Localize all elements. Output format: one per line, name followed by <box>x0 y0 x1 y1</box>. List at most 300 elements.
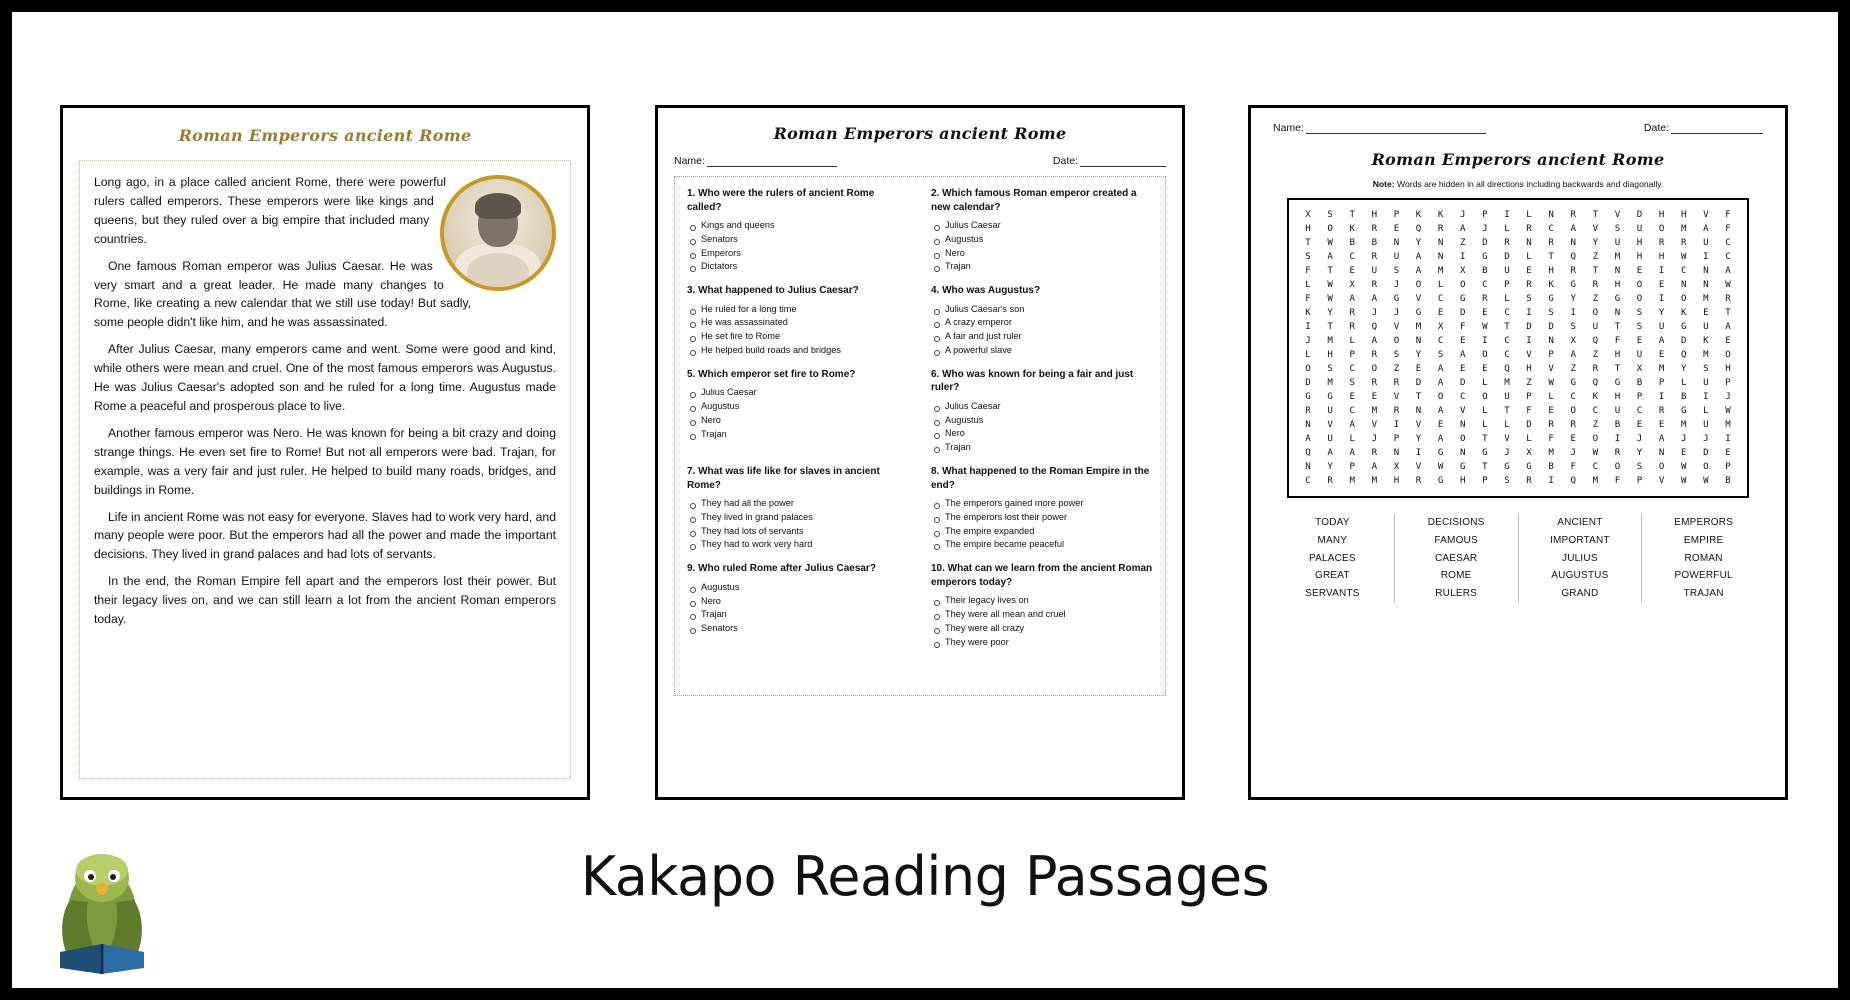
wordsearch-letter[interactable]: A <box>1349 420 1355 430</box>
wordsearch-letter[interactable]: C <box>1482 280 1488 290</box>
wordsearch-letter[interactable]: H <box>1636 238 1643 248</box>
wordsearch-letter[interactable]: G <box>1614 378 1621 388</box>
wordsearch-letter[interactable]: R <box>1504 238 1510 248</box>
wordsearch-letter[interactable]: H <box>1658 210 1665 220</box>
option-item[interactable]: Julius Caesar <box>687 386 911 400</box>
wordsearch-letter[interactable]: S <box>1437 350 1444 360</box>
wordsearch-date-input-line[interactable] <box>1671 122 1763 134</box>
wordsearch-letter[interactable]: U <box>1636 350 1643 360</box>
option-item[interactable]: They had to work very hard <box>687 538 911 552</box>
wordsearch-letter[interactable]: R <box>1371 350 1378 360</box>
wordsearch-letter[interactable]: Y <box>1415 350 1422 360</box>
wordsearch-letter[interactable]: I <box>1460 252 1466 262</box>
wordsearch-letter[interactable]: Y <box>1592 238 1599 248</box>
wordsearch-letter[interactable]: G <box>1681 406 1687 416</box>
wordsearch-letter[interactable]: I <box>1658 392 1665 402</box>
option-item[interactable]: Nero <box>687 595 911 609</box>
wordsearch-letter[interactable]: U <box>1703 238 1709 248</box>
wordsearch-letter[interactable]: R <box>1658 406 1665 416</box>
wordsearch-letter[interactable]: B <box>1725 476 1731 486</box>
wordsearch-letter[interactable]: M <box>1703 294 1709 304</box>
wordsearch-letter[interactable]: G <box>1415 308 1422 318</box>
wordsearch-letter[interactable]: E <box>1437 308 1444 318</box>
wordsearch-letter[interactable]: D <box>1305 378 1311 388</box>
wordsearch-letter[interactable]: X <box>1460 266 1466 276</box>
wordsearch-letter[interactable]: H <box>1614 280 1621 290</box>
wordsearch-letter[interactable]: D <box>1548 322 1554 332</box>
wordsearch-letter[interactable]: I <box>1548 476 1554 486</box>
wordsearch-letter[interactable]: M <box>1415 322 1422 332</box>
wordsearch-letter[interactable]: W <box>1482 322 1488 332</box>
wordsearch-letter[interactable]: C <box>1437 336 1444 346</box>
wordsearch-letter[interactable]: E <box>1636 266 1643 276</box>
wordsearch-letter[interactable]: N <box>1681 280 1687 290</box>
option-item[interactable]: He was assassinated <box>687 316 911 330</box>
option-item[interactable]: Senators <box>687 622 911 636</box>
wordsearch-letter[interactable]: C <box>1437 294 1444 304</box>
wordsearch-letter[interactable]: C <box>1681 266 1687 276</box>
wordsearch-letter[interactable]: E <box>1482 364 1488 374</box>
wordsearch-letter[interactable]: M <box>1437 266 1444 276</box>
wordsearch-letter[interactable]: O <box>1658 462 1665 472</box>
wordsearch-letter[interactable]: Z <box>1592 350 1599 360</box>
wordsearch-letter[interactable]: P <box>1548 350 1554 360</box>
wordsearch-letter[interactable]: T <box>1482 462 1488 472</box>
wordsearch-letter[interactable]: E <box>1703 308 1709 318</box>
wordsearch-letter[interactable]: R <box>1349 322 1355 332</box>
option-item[interactable]: They were poor <box>931 636 1155 650</box>
wordsearch-letter[interactable]: O <box>1327 224 1333 234</box>
wordsearch-letter[interactable]: I <box>1725 434 1731 444</box>
option-item[interactable]: He ruled for a long time <box>687 303 911 317</box>
wordsearch-letter[interactable]: A <box>1725 322 1731 332</box>
wordsearch-letter[interactable]: D <box>1681 336 1687 346</box>
wordsearch-letter[interactable]: O <box>1371 364 1378 374</box>
wordsearch-letter[interactable]: S <box>1349 378 1355 388</box>
wordsearch-letter[interactable]: L <box>1482 420 1488 430</box>
wordsearch-letter[interactable]: H <box>1393 476 1400 486</box>
option-item[interactable]: A powerful slave <box>931 344 1155 358</box>
wordsearch-letter[interactable]: S <box>1327 210 1333 220</box>
wordsearch-letter[interactable]: X <box>1393 462 1400 472</box>
wordsearch-letter[interactable]: Z <box>1570 364 1576 374</box>
wordsearch-letter[interactable]: R <box>1349 308 1355 318</box>
wordsearch-letter[interactable]: G <box>1504 462 1510 472</box>
wordsearch-letter[interactable]: L <box>1305 350 1311 360</box>
wordsearch-letter[interactable]: A <box>1349 294 1355 304</box>
wordsearch-letter[interactable]: V <box>1393 322 1400 332</box>
wordsearch-letter[interactable]: G <box>1548 294 1554 304</box>
wordsearch-letter[interactable]: R <box>1327 476 1333 486</box>
wordsearch-letter[interactable]: A <box>1305 434 1311 444</box>
option-item[interactable]: He set fire to Rome <box>687 330 911 344</box>
wordsearch-letter[interactable]: E <box>1437 420 1444 430</box>
wordsearch-letter[interactable]: K <box>1703 336 1709 346</box>
wordsearch-letter[interactable]: L <box>1548 392 1554 402</box>
wordsearch-letter[interactable]: Z <box>1460 238 1466 248</box>
wordsearch-letter[interactable]: H <box>1305 224 1311 234</box>
wordsearch-letter[interactable]: O <box>1636 280 1643 290</box>
wordsearch-letter[interactable]: S <box>1570 322 1576 332</box>
option-item[interactable]: Dictators <box>687 260 911 274</box>
wordsearch-letter[interactable]: N <box>1570 238 1576 248</box>
option-item[interactable]: Senators <box>687 233 911 247</box>
wordsearch-letter[interactable]: C <box>1592 406 1599 416</box>
wordsearch-letter[interactable]: A <box>1327 252 1333 262</box>
wordsearch-letter[interactable]: H <box>1327 350 1333 360</box>
wordsearch-letter[interactable]: W <box>1548 378 1554 388</box>
wordsearch-letter[interactable]: O <box>1703 462 1709 472</box>
wordsearch-letter[interactable]: C <box>1349 406 1355 416</box>
wordsearch-letter[interactable]: B <box>1482 266 1488 276</box>
wordsearch-letter[interactable]: Q <box>1305 448 1311 458</box>
wordsearch-letter[interactable]: U <box>1592 322 1599 332</box>
wordsearch-letter[interactable]: N <box>1393 238 1400 248</box>
wordsearch-letter[interactable]: Y <box>1636 448 1643 458</box>
option-item[interactable]: Julius Caesar <box>931 400 1155 414</box>
option-item[interactable]: Augustus <box>931 233 1155 247</box>
wordsearch-letter[interactable]: M <box>1349 476 1355 486</box>
wordsearch-letter[interactable]: A <box>1371 336 1378 346</box>
wordsearch-letter[interactable]: P <box>1349 462 1355 472</box>
wordsearch-letter[interactable]: L <box>1482 378 1488 388</box>
wordsearch-letter[interactable]: J <box>1636 434 1643 444</box>
wordsearch-letter[interactable]: M <box>1371 406 1378 416</box>
wordsearch-letter[interactable]: Z <box>1592 294 1599 304</box>
option-item[interactable]: Julius Caesar <box>931 219 1155 233</box>
wordsearch-letter[interactable]: N <box>1703 266 1709 276</box>
wordsearch-letter[interactable]: E <box>1460 364 1466 374</box>
option-item[interactable]: Augustus <box>931 414 1155 428</box>
wordsearch-letter[interactable]: P <box>1658 378 1665 388</box>
wordsearch-letter[interactable]: D <box>1415 378 1422 388</box>
wordsearch-letter[interactable]: N <box>1393 448 1400 458</box>
wordsearch-letter[interactable]: D <box>1504 252 1510 262</box>
wordsearch-letter[interactable]: F <box>1548 434 1554 444</box>
wordsearch-letter[interactable]: X <box>1570 336 1576 346</box>
wordsearch-letter[interactable]: R <box>1371 224 1378 234</box>
wordsearch-letter[interactable]: E <box>1349 392 1355 402</box>
wordsearch-letter[interactable]: H <box>1460 476 1466 486</box>
wordsearch-letter[interactable]: Q <box>1570 476 1576 486</box>
wordsearch-letter[interactable]: S <box>1636 462 1643 472</box>
wordsearch-letter[interactable]: P <box>1636 476 1643 486</box>
wordsearch-letter[interactable]: E <box>1636 420 1643 430</box>
wordsearch-letter[interactable]: T <box>1614 364 1621 374</box>
wordsearch-letter[interactable]: C <box>1725 252 1731 262</box>
wordsearch-letter[interactable]: F <box>1570 462 1576 472</box>
wordsearch-letter[interactable]: O <box>1592 308 1599 318</box>
wordsearch-letter[interactable]: C <box>1349 364 1355 374</box>
wordsearch-letter[interactable]: W <box>1681 462 1687 472</box>
wordsearch-letter[interactable]: I <box>1393 420 1400 430</box>
option-item[interactable]: They had all the power <box>687 497 911 511</box>
wordsearch-letter[interactable]: L <box>1482 406 1488 416</box>
wordsearch-letter[interactable]: L <box>1681 378 1687 388</box>
wordsearch-letter[interactable]: L <box>1305 280 1311 290</box>
wordsearch-letter[interactable]: E <box>1636 336 1643 346</box>
wordsearch-letter[interactable]: T <box>1327 266 1333 276</box>
wordsearch-letter[interactable]: F <box>1725 224 1731 234</box>
wordsearch-letter[interactable]: M <box>1681 224 1687 234</box>
wordsearch-letter[interactable]: U <box>1636 224 1643 234</box>
wordsearch-letter[interactable]: R <box>1592 280 1599 290</box>
wordsearch-letter-grid[interactable] <box>1297 209 1739 487</box>
wordsearch-letter[interactable]: I <box>1526 336 1532 346</box>
wordsearch-letter[interactable]: K <box>1305 308 1311 318</box>
wordsearch-letter[interactable]: D <box>1460 308 1466 318</box>
wordsearch-letter[interactable]: A <box>1437 364 1444 374</box>
wordsearch-letter[interactable]: L <box>1526 252 1532 262</box>
wordsearch-letter[interactable]: H <box>1636 252 1643 262</box>
wordsearch-letter[interactable]: O <box>1460 280 1466 290</box>
wordsearch-letter[interactable]: J <box>1725 392 1731 402</box>
option-item[interactable]: He helped build roads and bridges <box>687 344 911 358</box>
wordsearch-letter[interactable]: U <box>1504 266 1510 276</box>
wordsearch-letter[interactable]: H <box>1614 392 1621 402</box>
option-item[interactable]: Trajan <box>931 260 1155 274</box>
wordsearch-letter[interactable]: U <box>1327 406 1333 416</box>
wordsearch-letter[interactable]: G <box>1460 462 1466 472</box>
wordsearch-letter[interactable]: I <box>1504 210 1510 220</box>
wordsearch-letter[interactable]: R <box>1371 252 1378 262</box>
wordsearch-letter[interactable]: U <box>1703 378 1709 388</box>
wordsearch-name-input-line[interactable] <box>1306 122 1486 134</box>
wordsearch-letter[interactable]: F <box>1614 476 1621 486</box>
wordsearch-letter[interactable]: M <box>1327 378 1333 388</box>
wordsearch-letter[interactable]: I <box>1658 294 1665 304</box>
wordsearch-letter[interactable]: S <box>1548 308 1554 318</box>
wordsearch-letter[interactable]: N <box>1305 462 1311 472</box>
wordsearch-letter[interactable]: Y <box>1681 364 1687 374</box>
wordsearch-letter[interactable]: V <box>1592 224 1599 234</box>
quiz-name-input-line[interactable] <box>707 155 837 167</box>
wordsearch-letter[interactable]: R <box>1548 420 1554 430</box>
wordsearch-letter[interactable]: J <box>1460 210 1466 220</box>
wordsearch-letter[interactable]: I <box>1703 392 1709 402</box>
option-item[interactable]: Trajan <box>687 428 911 442</box>
wordsearch-letter[interactable]: V <box>1371 420 1378 430</box>
wordsearch-letter[interactable]: I <box>1415 448 1422 458</box>
quiz-date-field[interactable] <box>1053 155 1166 167</box>
wordsearch-letter[interactable]: I <box>1482 336 1488 346</box>
wordsearch-letter[interactable]: L <box>1349 434 1355 444</box>
wordsearch-letter[interactable]: S <box>1393 350 1400 360</box>
wordsearch-letter[interactable]: R <box>1570 210 1576 220</box>
wordsearch-letter[interactable]: S <box>1703 364 1709 374</box>
wordsearch-letter[interactable]: D <box>1482 238 1488 248</box>
wordsearch-letter[interactable]: U <box>1703 322 1709 332</box>
wordsearch-letter[interactable]: O <box>1592 434 1599 444</box>
wordsearch-letter[interactable]: O <box>1437 392 1444 402</box>
wordsearch-letter[interactable]: N <box>1437 238 1444 248</box>
wordsearch-letter[interactable]: W <box>1725 406 1731 416</box>
wordsearch-letter[interactable]: A <box>1703 224 1709 234</box>
wordsearch-letter[interactable]: J <box>1703 434 1709 444</box>
wordsearch-letter[interactable]: K <box>1437 210 1444 220</box>
wordsearch-letter[interactable]: U <box>1371 266 1378 276</box>
wordsearch-letter[interactable]: N <box>1703 280 1709 290</box>
wordsearch-letter[interactable]: P <box>1349 350 1355 360</box>
wordsearch-letter[interactable]: A <box>1415 266 1422 276</box>
wordsearch-letter[interactable]: I <box>1614 434 1621 444</box>
wordsearch-letter[interactable]: E <box>1349 266 1355 276</box>
wordsearch-letter[interactable]: L <box>1349 336 1355 346</box>
option-item[interactable]: They lived in grand palaces <box>687 511 911 525</box>
wordsearch-letter[interactable]: S <box>1504 476 1510 486</box>
wordsearch-letter[interactable]: R <box>1371 280 1378 290</box>
option-item[interactable]: The emperors gained more power <box>931 497 1155 511</box>
wordsearch-letter[interactable]: N <box>1526 238 1532 248</box>
wordsearch-letter[interactable]: P <box>1636 392 1643 402</box>
wordsearch-letter[interactable]: X <box>1305 210 1311 220</box>
wordsearch-letter[interactable]: D <box>1526 420 1532 430</box>
wordsearch-letter[interactable]: G <box>1681 322 1687 332</box>
wordsearch-letter[interactable]: O <box>1415 280 1422 290</box>
wordsearch-letter[interactable]: H <box>1658 252 1665 262</box>
wordsearch-letter[interactable]: M <box>1614 252 1621 262</box>
wordsearch-letter[interactable]: T <box>1349 210 1355 220</box>
wordsearch-letter[interactable]: K <box>1548 280 1554 290</box>
wordsearch-letter[interactable]: E <box>1415 364 1422 374</box>
wordsearch-letter[interactable]: S <box>1636 322 1643 332</box>
wordsearch-letter[interactable]: Z <box>1592 420 1599 430</box>
wordsearch-letter[interactable]: M <box>1592 476 1599 486</box>
wordsearch-letter[interactable]: C <box>1504 350 1510 360</box>
wordsearch-letter[interactable]: M <box>1725 420 1731 430</box>
wordsearch-letter[interactable]: N <box>1614 266 1621 276</box>
wordsearch-letter[interactable]: P <box>1482 210 1488 220</box>
wordsearch-letter[interactable]: N <box>1658 448 1665 458</box>
wordsearch-letter[interactable]: E <box>1460 336 1466 346</box>
wordsearch-letter[interactable]: O <box>1614 462 1621 472</box>
wordsearch-letter[interactable]: C <box>1592 462 1599 472</box>
wordsearch-letter[interactable]: H <box>1725 364 1731 374</box>
wordsearch-letter[interactable]: A <box>1371 462 1378 472</box>
wordsearch-letter[interactable]: N <box>1614 308 1621 318</box>
option-item[interactable]: Nero <box>687 414 911 428</box>
wordsearch-letter[interactable]: M <box>1703 350 1709 360</box>
wordsearch-letter[interactable]: S <box>1327 364 1333 374</box>
wordsearch-letter[interactable]: V <box>1703 210 1709 220</box>
wordsearch-letter[interactable]: W <box>1703 476 1709 486</box>
wordsearch-letter[interactable]: R <box>1526 280 1532 290</box>
wordsearch-letter[interactable]: U <box>1658 322 1665 332</box>
wordsearch-letter[interactable]: N <box>1415 406 1422 416</box>
wordsearch-letter[interactable]: J <box>1482 224 1488 234</box>
wordsearch-letter[interactable]: U <box>1327 434 1333 444</box>
wordsearch-letter[interactable]: M <box>1504 378 1510 388</box>
wordsearch-letter[interactable]: V <box>1415 294 1422 304</box>
wordsearch-letter[interactable]: X <box>1526 448 1532 458</box>
wordsearch-letter[interactable]: L <box>1504 224 1510 234</box>
wordsearch-letter[interactable]: L <box>1526 434 1532 444</box>
wordsearch-letter[interactable]: R <box>1592 364 1599 374</box>
wordsearch-letter[interactable]: X <box>1349 280 1355 290</box>
wordsearch-letter[interactable]: T <box>1327 322 1333 332</box>
wordsearch-letter[interactable]: Y <box>1570 294 1576 304</box>
wordsearch-letter[interactable]: M <box>1658 364 1665 374</box>
wordsearch-letter[interactable]: G <box>1460 294 1466 304</box>
wordsearch-letter[interactable]: V <box>1327 420 1333 430</box>
wordsearch-letter[interactable]: G <box>1437 448 1444 458</box>
wordsearch-letter[interactable]: L <box>1526 210 1532 220</box>
wordsearch-letter[interactable]: K <box>1592 392 1599 402</box>
wordsearch-letter[interactable]: C <box>1725 238 1731 248</box>
wordsearch-letter[interactable]: R <box>1548 238 1554 248</box>
wordsearch-letter[interactable]: A <box>1371 294 1378 304</box>
wordsearch-letter[interactable]: O <box>1393 336 1400 346</box>
wordsearch-name-field[interactable] <box>1273 122 1486 134</box>
wordsearch-letter[interactable]: P <box>1482 476 1488 486</box>
wordsearch-date-field[interactable] <box>1644 122 1763 134</box>
wordsearch-letter[interactable]: P <box>1526 392 1532 402</box>
wordsearch-letter[interactable]: V <box>1548 364 1554 374</box>
option-item[interactable]: The empire became peaceful <box>931 538 1155 552</box>
wordsearch-letter[interactable]: C <box>1504 336 1510 346</box>
option-item[interactable]: A crazy emperor <box>931 316 1155 330</box>
wordsearch-letter[interactable]: R <box>1570 266 1576 276</box>
wordsearch-letter[interactable]: U <box>1614 406 1621 416</box>
option-item[interactable]: Nero <box>931 247 1155 261</box>
wordsearch-letter[interactable]: F <box>1460 322 1466 332</box>
wordsearch-letter[interactable]: V <box>1614 210 1621 220</box>
wordsearch-letter[interactable]: T <box>1592 210 1599 220</box>
option-item[interactable]: They had lots of servants <box>687 525 911 539</box>
wordsearch-letter[interactable]: M <box>1371 476 1378 486</box>
wordsearch-letter[interactable]: R <box>1305 406 1311 416</box>
wordsearch-letter[interactable]: U <box>1393 252 1400 262</box>
option-item[interactable]: Trajan <box>931 441 1155 455</box>
wordsearch-letter[interactable]: P <box>1504 280 1510 290</box>
wordsearch-letter[interactable]: R <box>1658 238 1665 248</box>
wordsearch-letter[interactable]: Q <box>1592 336 1599 346</box>
wordsearch-letter[interactable]: C <box>1349 252 1355 262</box>
wordsearch-letter[interactable]: A <box>1460 350 1466 360</box>
wordsearch-letter[interactable]: G <box>1614 294 1621 304</box>
wordsearch-letter[interactable]: F <box>1725 210 1731 220</box>
wordsearch-letter[interactable]: R <box>1437 224 1444 234</box>
wordsearch-letter[interactable]: Y <box>1415 434 1422 444</box>
wordsearch-letter[interactable]: E <box>1371 392 1378 402</box>
wordsearch-letter[interactable]: C <box>1504 308 1510 318</box>
wordsearch-letter[interactable]: O <box>1460 434 1466 444</box>
wordsearch-letter[interactable]: H <box>1526 364 1532 374</box>
wordsearch-letter[interactable]: R <box>1393 406 1400 416</box>
wordsearch-letter[interactable]: P <box>1393 434 1400 444</box>
wordsearch-letter[interactable]: C <box>1305 476 1311 486</box>
wordsearch-letter[interactable]: G <box>1570 378 1576 388</box>
wordsearch-letter[interactable]: O <box>1482 392 1488 402</box>
wordsearch-letter[interactable]: V <box>1415 420 1422 430</box>
wordsearch-letter[interactable]: S <box>1636 308 1643 318</box>
wordsearch-letter[interactable]: H <box>1548 266 1554 276</box>
wordsearch-letter[interactable]: J <box>1570 448 1576 458</box>
wordsearch-letter[interactable]: G <box>1327 392 1333 402</box>
wordsearch-letter[interactable]: T <box>1592 266 1599 276</box>
wordsearch-letter[interactable]: R <box>1526 224 1532 234</box>
wordsearch-letter[interactable]: G <box>1526 462 1532 472</box>
wordsearch-letter[interactable]: I <box>1570 308 1576 318</box>
wordsearch-letter[interactable]: T <box>1305 238 1311 248</box>
wordsearch-letter[interactable]: X <box>1636 364 1643 374</box>
wordsearch-letter[interactable]: A <box>1570 350 1576 360</box>
wordsearch-letter[interactable]: A <box>1460 224 1466 234</box>
wordsearch-letter[interactable]: E <box>1393 224 1400 234</box>
option-item[interactable]: The emperors lost their power <box>931 511 1155 525</box>
option-item[interactable]: Augustus <box>687 581 911 595</box>
wordsearch-letter[interactable]: M <box>1681 420 1687 430</box>
